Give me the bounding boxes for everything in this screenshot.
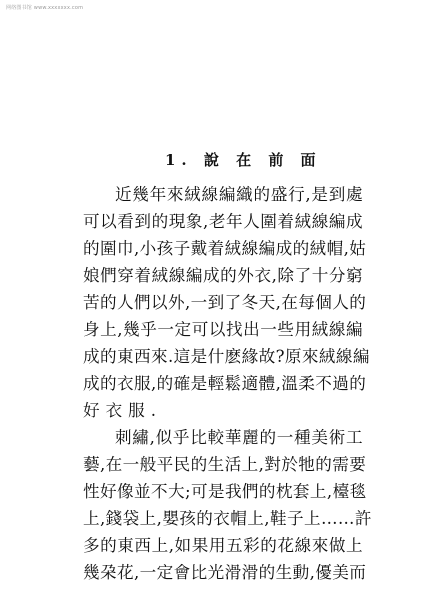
paragraph-1-line-7: 成的東西來.這是什麽緣故?原來絨線編 (83, 347, 370, 366)
paragraph-2-line-1: 刺繡,似乎比較華麗的一種美術工 (115, 428, 363, 447)
paragraph-2-line-4: 上,錢袋上,嬰孩的衣帽上,鞋子上……許 (83, 509, 372, 528)
paragraph-1-line-5: 苦的人們以外,一到了冬天,在每個人的 (83, 293, 367, 312)
paragraph-1-line-4: 娘們穿着絨線編成的外衣,除了十分窮 (83, 266, 363, 285)
paragraph-1-line-2: 可以看到的現象,老年人圍着絨線編成 (83, 212, 363, 231)
paragraph-2-line-3: 性好像並不大;可是我們的枕套上,檯毯 (83, 482, 367, 501)
paragraph-2-line-2: 藝,在一般平民的生活上,對於牠的需要 (83, 455, 367, 474)
paragraph-1-line-6: 身上,幾乎一定可以找出一些用絨線編 (83, 320, 363, 339)
section-heading: 1. 說 在 前 面 (165, 151, 322, 169)
watermark-text: 网络图书馆 www.xxxxxxx.com (6, 5, 84, 11)
paragraph-2-line-6: 幾朶花,一定會比光滑滑的生動,優美而 (83, 563, 367, 582)
paragraph-1-line-8: 成的衣服,的確是輕鬆適體,溫柔不過的 (83, 374, 367, 393)
paragraph-1-line-1: 近幾年來絨線編織的盛行,是到處 (115, 185, 363, 204)
paragraph-2-line-5: 多的東西上,如果用五彩的花線來做上 (83, 536, 363, 555)
paragraph-1-line-3: 的圍巾,小孩子戴着絨線編成的絨帽,姑 (83, 239, 367, 258)
paragraph-1-line-9: 好衣服. (83, 401, 163, 420)
